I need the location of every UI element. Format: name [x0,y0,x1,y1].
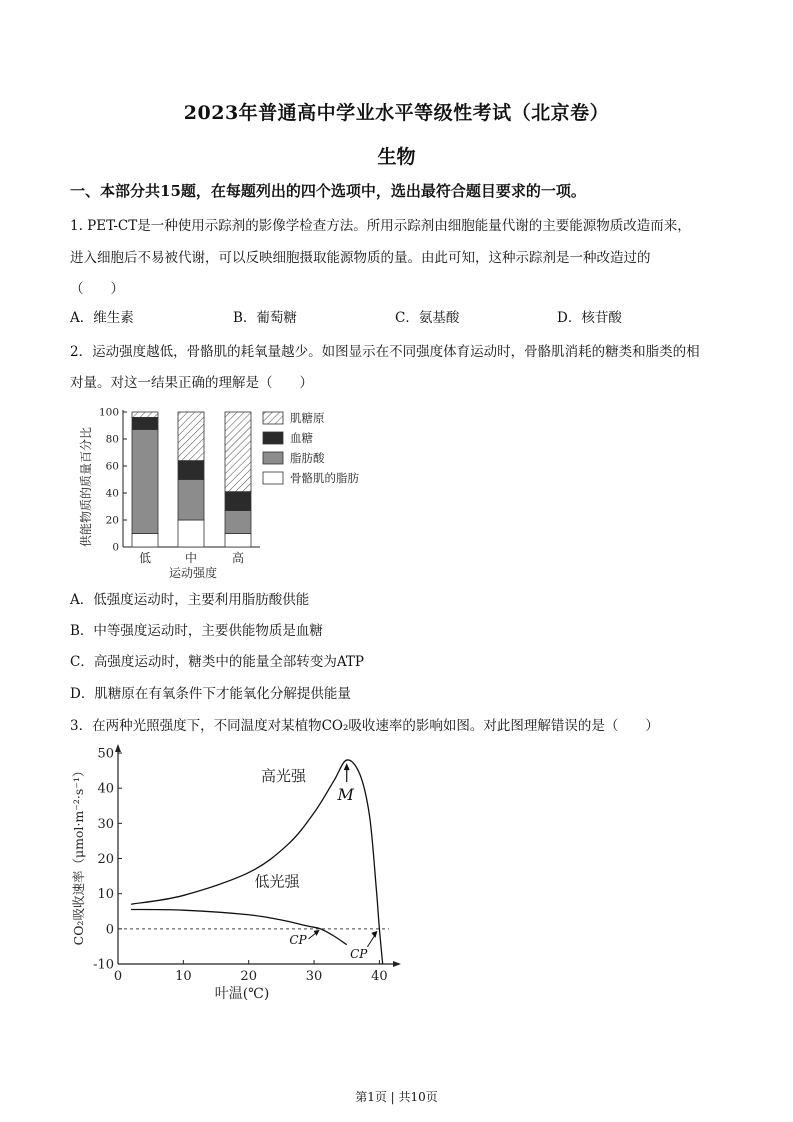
legend-swatch [263,472,283,484]
bar-y-tick-label: 60 [105,460,119,473]
line-chart-ylabel: CO₂吸收速率（μmol·m⁻²·s⁻¹） [71,764,86,946]
annotation-m: M [337,785,354,805]
bar-segment [178,461,204,480]
q2-text-line-1: 2．运动强度越低，骨骼肌的耗氧量越少。如图显示在不同强度体育运动时，骨骼肌消耗的糖类和脂类的相 [70,344,700,360]
bar-segment [178,480,204,521]
bar-y-tick-label: 80 [105,433,119,446]
line-x-tick-label: 0 [113,969,123,984]
legend-swatch [263,412,283,424]
y-axis-arrow [115,744,121,752]
q1-option-d[interactable]: D．核苷酸 [557,310,622,326]
q3-text-line-1: 3．在两种光照强度下，不同温度对某植物CO₂吸收速率的影响如图。对此图理解错误的是（ ） [70,718,659,734]
q1-text-line-1: 1. PET-CT是一种使用示踪剂的影像学检查方法。所用示踪剂由细胞能量代谢的主要能源物质改造而来， [70,218,691,234]
curve-low-light [131,910,347,945]
bar-segment [132,412,158,417]
legend-swatch [263,432,283,444]
exam-title: 2023年普通高中学业水平等级性考试（北京卷） [183,102,610,124]
curve-label: 低光强 [254,872,300,891]
q1-text-line-2: 进入细胞后不易被代谢，可以反映细胞摄取能源物质的量。由此可知，这种示踪剂是一种改造过的 [70,250,651,266]
q1-option-a[interactable]: A．维生素 [70,310,134,326]
bar-segment [225,534,251,548]
annotation-cp1: CP [289,932,307,947]
q1-option-c[interactable]: C．氨基酸 [395,310,460,326]
q1-option-b[interactable]: B．葡萄糖 [233,310,297,326]
bar-segment [225,492,251,511]
legend-label: 脂肪酸 [290,451,325,465]
bar-segment [132,417,158,429]
page-footer: 第1页 | 共10页 [355,1090,438,1104]
legend-label: 肌糖原 [290,411,325,425]
x-axis-arrow [393,961,401,967]
line-chart-xlabel: 叶温(℃) [214,986,270,1002]
line-y-tick-label: 40 [97,781,114,797]
line-x-tick-label: 30 [305,969,323,984]
legend-label: 骨骼肌的脂肪 [290,471,359,485]
legend-label: 血糖 [290,431,313,445]
bar-y-tick-label: 0 [112,541,119,554]
bar-segment [178,520,204,547]
stacked-bar-chart [70,395,390,580]
subject-title: 生物 [377,146,416,168]
curve-label: 高光强 [261,767,307,786]
q2-option-c[interactable]: C．高强度运动时，糖类中的能量全部转变为ATP [70,654,364,670]
line-y-tick-label: 10 [97,887,114,903]
line-x-tick-label: 20 [240,969,257,984]
line-y-tick-label: 0 [105,922,114,938]
q2-option-a[interactable]: A．低强度运动时，主要利用脂肪酸供能 [70,592,310,608]
q2-text-line-2: 对量。对这一结果正确的理解是（ ） [70,375,313,391]
bar-segment [178,412,204,461]
co2-line-chart [66,740,411,1010]
bar-category-label: 中 [184,551,198,565]
q2-option-b[interactable]: B．中等强度运动时，主要供能物质是血糖 [70,623,323,639]
bar-chart-xlabel: 运动强度 [168,566,218,580]
bar-segment [132,534,158,548]
q2-option-d[interactable]: D．肌糖原在有氧条件下才能氧化分解提供能量 [70,686,351,702]
line-y-tick-label: -10 [93,957,114,973]
bar-category-label: 高 [231,551,245,565]
m-arrow-head [344,763,350,770]
legend-swatch [263,452,283,464]
cp1-arrow-head [314,930,320,936]
bar-segment [132,430,158,534]
line-x-tick-label: 10 [175,969,192,984]
bar-segment [225,511,251,534]
bar-segment [225,412,251,492]
bar-chart-ylabel: 供能物质的质量百分比 [79,426,93,548]
bar-y-tick-label: 100 [98,406,119,419]
q1-answer-blank: （ ） [70,281,124,297]
bar-category-label: 低 [138,551,152,565]
line-y-tick-label: 30 [97,816,114,832]
line-x-tick-label: 40 [371,969,388,984]
annotation-cp2: CP [350,946,368,961]
line-y-tick-label: 20 [97,852,114,868]
bar-y-tick-label: 40 [105,487,119,500]
section-heading: 一、本部分共15题，在每题列出的四个选项中，选出最符合题目要求的一项。 [70,182,586,200]
bar-y-tick-label: 20 [105,514,119,527]
line-y-tick-label: 50 [97,746,114,762]
